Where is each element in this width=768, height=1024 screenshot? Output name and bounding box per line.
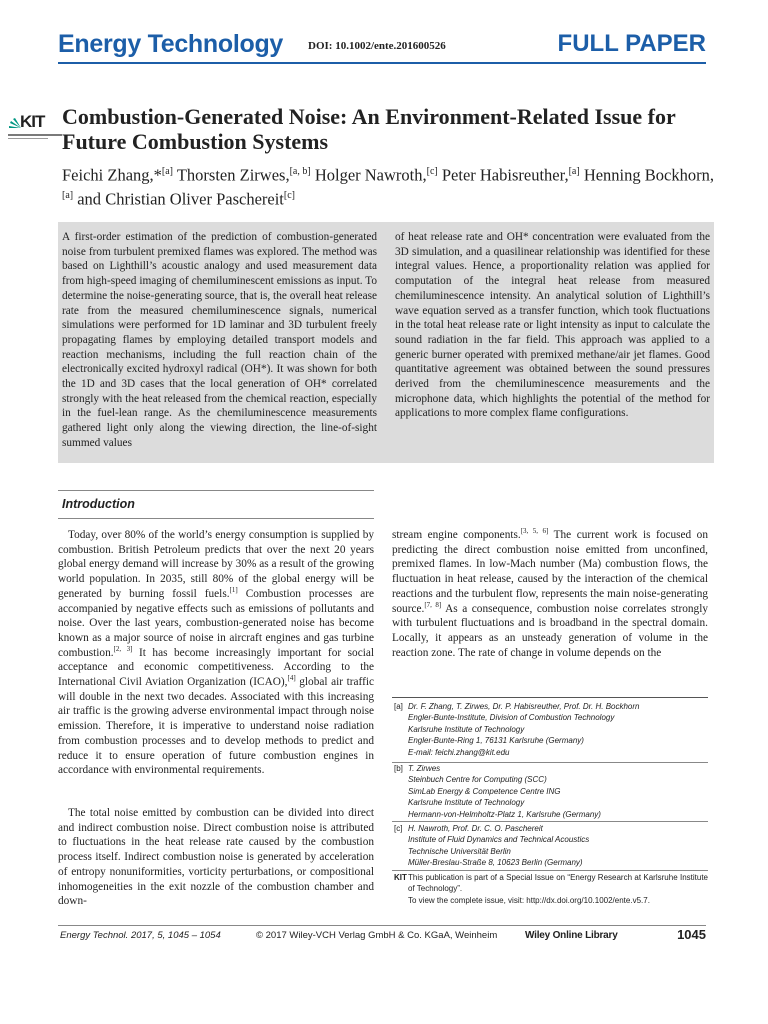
author-name: Holger Nawroth, [314,165,427,185]
intro-top-rule [58,490,374,491]
affiliation-line: Karlsruhe Institute of Technology [408,798,525,808]
affiliation-divider [392,821,708,822]
wiley-online-library-link[interactable]: Wiley Online Library [525,930,618,941]
affiliation-line: Steinbuch Centre for Computing (SCC) [408,775,547,785]
affiliations-rule [392,697,708,698]
footer-citation: Energy Technol. 2017, 5, 1045 – 1054 [60,930,221,941]
intro-bottom-rule [58,518,374,519]
author-affiliation-ref: [a] [161,166,174,177]
affiliation-line: Hermann-von-Helmholtz-Platz 1, Karlsruhe (Germany) [408,809,601,819]
affiliation-c [392,823,708,869]
abstract-box [58,222,714,463]
paragraph-text: Combustion processes are accompanied by negative effects such as emissions of pollutants and noise. Over the last years, combustion-generated noise has become known as a major source of noise in aircraft engines and gas turbine combustion. [58,587,374,659]
kit-logo-underline-2 [8,138,48,139]
affiliation-email[interactable]: E-mail: feichi.zhang@kit.edu [408,747,510,757]
paragraph-text: The total noise emitted by combustion can be divided into direct and indirect combustion noise. Direct combustion noise is attributed to fluctuations in the heat release rate caused by the combustion process itself. Indirect combustion noise is generated by acceleration of entropy nonuniformities, vorticity perturbations, or compositional inhomogeneities in the exit nozzle of the combustion chamber and down- [58,807,374,908]
kit-mini-logo: KIT [394,873,407,882]
author-affiliation-ref: [a] [568,166,580,177]
affiliation-line: Müller-Breslau-Straße 8, 10623 Berlin (Germany) [408,858,583,868]
intro-paragraph-2 [58,806,374,909]
author-name: Christian Oliver Paschereit [105,189,284,208]
article-type: FULL PAPER [557,30,706,57]
intro-paragraph-3 [392,528,708,660]
affiliation-tag: [c] [394,824,403,833]
kit-logo-underline [8,134,62,136]
paragraph-text: stream engine components. [392,529,521,541]
author-name: Peter Habisreuther, [441,165,569,185]
affiliation-tag: [a] [394,702,403,711]
paragraph-text: Today, over 80% of the world’s energy consumption is supplied by combustion. British Petroleum predicts that over the next 20 years global energy demand will increase by 30% as a result of the growing world population. In 2035, still 80% of the global energy will be generated by burning fossil fuels. [58,529,374,600]
citation-ref[interactable]: [3, 5, 6] [520,527,549,536]
paragraph-text: As a consequence, combustion noise correlates strongly with turbulent fluctuations and is broadband in the spectral domain. Locally, it appears as an unsteady generation of volume in the reaction zone. The rate of change in volume depends on the [392,602,708,659]
author-affiliation-ref: [a] [62,189,74,201]
paragraph-text: It has become increasingly important for social acceptance and economic competitiveness. According to the International Civil Aviation Organization (ICAO), [58,646,374,689]
affiliation-line: Engler-Bunte-Ring 1, 76131 Karlsruhe (Germany) [408,736,584,746]
author-affiliation-ref: [c] [426,166,438,177]
author-affiliation-ref: [a, b] [289,166,311,177]
special-issue-link[interactable]: To view the complete issue, visit: http://dx.doi.org/10.1002/ente.v5.7. [408,895,650,905]
author-name: Henning Bockhorn, [583,165,714,185]
journal-name: Energy Technology [58,30,284,58]
article-title: Combustion-Generated Noise: An Environment-Related Issue for Future Combustion Systems [62,104,676,154]
author-affiliation-ref: [c] [283,189,296,201]
affiliation-a [392,701,708,758]
citation-ref[interactable]: [2, 3] [113,644,133,653]
affiliation-line: Technische Universität Berlin [408,846,511,856]
author-list [62,162,722,209]
affiliation-line: Dr. F. Zhang, T. Zirwes, Dr. P. Habisreuther, Prof. Dr. H. Bockhorn [408,702,640,711]
affiliation-tag: [b] [394,764,403,773]
citation-ref[interactable]: [1] [229,586,238,595]
footer-copyright: © 2017 Wiley-VCH Verlag GmbH & Co. KGaA, Weinheim [256,930,498,941]
special-issue-note [392,872,708,906]
footer-rule [58,925,706,926]
kit-logo [8,112,60,142]
affiliation-divider [392,870,708,871]
author-name: Thorsten Zirwes, [176,165,290,185]
affiliation-line: SimLab Energy & Competence Centre ING [408,786,561,796]
paragraph-text: global air traffic will double in the next two decades. Associated with this increasing air traffic is the growing adverse environmental impact through noise emission. Therefore, it is imperative to understand noise radiation from combustion processes and to develop methods to predict and reduce it to ensure operation of future combustion engines in accordance with environmental requirements. [58,676,374,777]
author-separator: and [73,189,106,208]
citation-ref[interactable]: [7, 8] [424,600,442,609]
affiliation-line: H. Nawroth, Prof. Dr. C. O. Paschereit [408,824,543,833]
kit-logo-text: KIT [20,112,45,131]
affiliation-line: Institute of Fluid Dynamics and Technical Acoustics [408,835,590,845]
page-number: 1045 [677,927,706,942]
paragraph-text: The current work is focused on predicting the direct combustion noise emitted from unconfined, premixed flames. In low-Mach number (Ma) combustion flows, the fluctuation in heat release, caused by the interaction of the chemical reactions and the turbulent flow, represents the main noise-generating source. [392,529,708,615]
affiliation-line: Karlsruhe Institute of Technology [408,724,525,734]
affiliation-line: Engler-Bunte-Institute, Division of Combustion Technology [408,713,615,723]
citation-ref[interactable]: [4] [287,674,296,683]
special-issue-text: This publication is part of a Special Issue on “Energy Research at Karlsruhe Institute of Technology”. [408,873,708,894]
abstract-left-column: A first-order estimation of the prediction of combustion-generated noise from turbulent premixed flames was explored. The method was based on Lighthill’s acoustic analogy and used measurement data from high-speed imaging of chemiluminescent emissions as input. To determine the noise-generating source, that is, the overall heat release rate from the measured chemiluminescence signals, numerical simulations were performed for 1D laminar and 3D turbulent freely propagating flames by employing detailed transport models and reaction mechanisms, including the full reaction chain of the electronically excited hydroxyl radical (OH*). It was shown for both the 1D and 3D cases that the local generation of OH* correlated strongly with the heat released from the chemical reaction, especially in the fuel-lean range. As the chemiluminescence measurements gathered light only along the viewing direction, the line-of-sight summed values [62,231,377,449]
intro-paragraph-1 [58,528,374,778]
header-rule [58,62,706,64]
abstract-right-column: of heat release rate and OH* concentration were evaluated from the 3D simulation, and a quasilinear relationship was identified for these integral values. Hence, a proportionality relation was applied for computation of the integral heat release from measured chemiluminescence intensity. An analytical solution of Lighthill’s wave equation served as a transfer function, which took fluctuations in the total heat release rate or light intensity as input to calculate the sound radiation in the far field. This approach was applied to a generic burner operated with premixed methane/air jet flames. Good quantitative agreement was obtained between the sound pressures derived from the chemiluminescence measurements and the microphone data, which highlights the potential of the method for applications to more complex flame configurations. [395,231,710,420]
affiliation-b [392,763,708,820]
doi-label[interactable]: DOI: 10.1002/ente.201600526 [308,40,446,52]
affiliation-line: T. Zirwes [408,764,441,773]
introduction-heading: Introduction [62,497,135,511]
author-name: Feichi Zhang,* [62,165,162,185]
